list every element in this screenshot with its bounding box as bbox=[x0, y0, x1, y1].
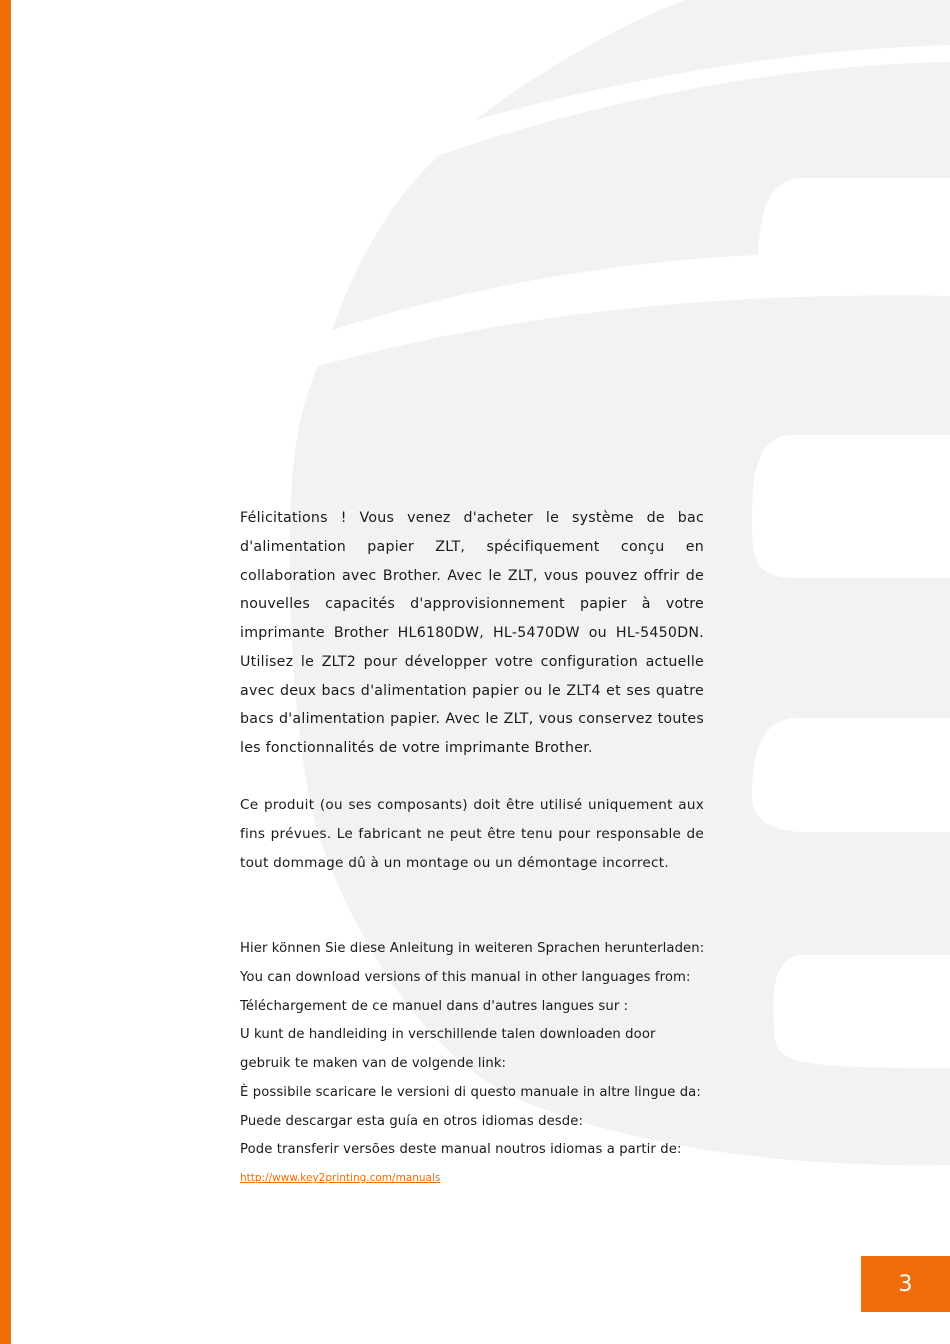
download-line-en: You can download versions of this manual in other languages from: bbox=[240, 969, 691, 985]
page-number bbox=[861, 1256, 950, 1312]
download-line-it: È possibile scaricare le versioni di questo manuale in altre lingue da: bbox=[240, 1084, 701, 1100]
download-line-pt: Pode transferir versões deste manual noutros idiomas a partir de: bbox=[240, 1142, 682, 1158]
download-line-fr: Téléchargement de ce manuel dans d'autres langues sur : bbox=[240, 998, 629, 1014]
page-number-label: 3 bbox=[898, 1271, 913, 1297]
download-line-de: Hier können Sie diese Anleitung in weiteren Sprachen herunterladen: bbox=[240, 941, 705, 956]
download-line-nl: U kunt de handleiding in verschillende talen downloaden door gebruik te maken van de volgende link: bbox=[240, 1027, 656, 1071]
intro-paragraph: Félicitations ! Vous venez d'acheter le système de bac d'alimentation papier ZLT, spécifiquement conçu en collaboration avec Brother. Avec le ZLT, vous pouvez offrir de nouvelles capacités d'approvisionnement papier à votre imprimante Brother HL6180DW, HL-5470DW ou HL-5450DN. Utilisez le ZLT2 pour développer votre configuration actuelle avec deux bacs d'alimentation papier ou le ZLT4 et ses quatre bacs d'alimentation papier. Avec le ZLT, vous conservez toutes les fonctionnalités de votre imprimante Brother. bbox=[240, 510, 704, 756]
download-line-es: Puede descargar esta guía en otros idiomas desde: bbox=[240, 1113, 584, 1129]
disclaimer-paragraph: Ce produit (ou ses composants) doit être utilisé uniquement aux fins prévues. Le fabricant ne peut être tenu pour responsable de tout dommage dû à un montage ou un démontage incorrect. bbox=[240, 797, 704, 871]
download-languages-list bbox=[240, 935, 710, 1165]
manuals-download-link[interactable]: http://www.key2printing.com/manuals bbox=[240, 1172, 441, 1184]
